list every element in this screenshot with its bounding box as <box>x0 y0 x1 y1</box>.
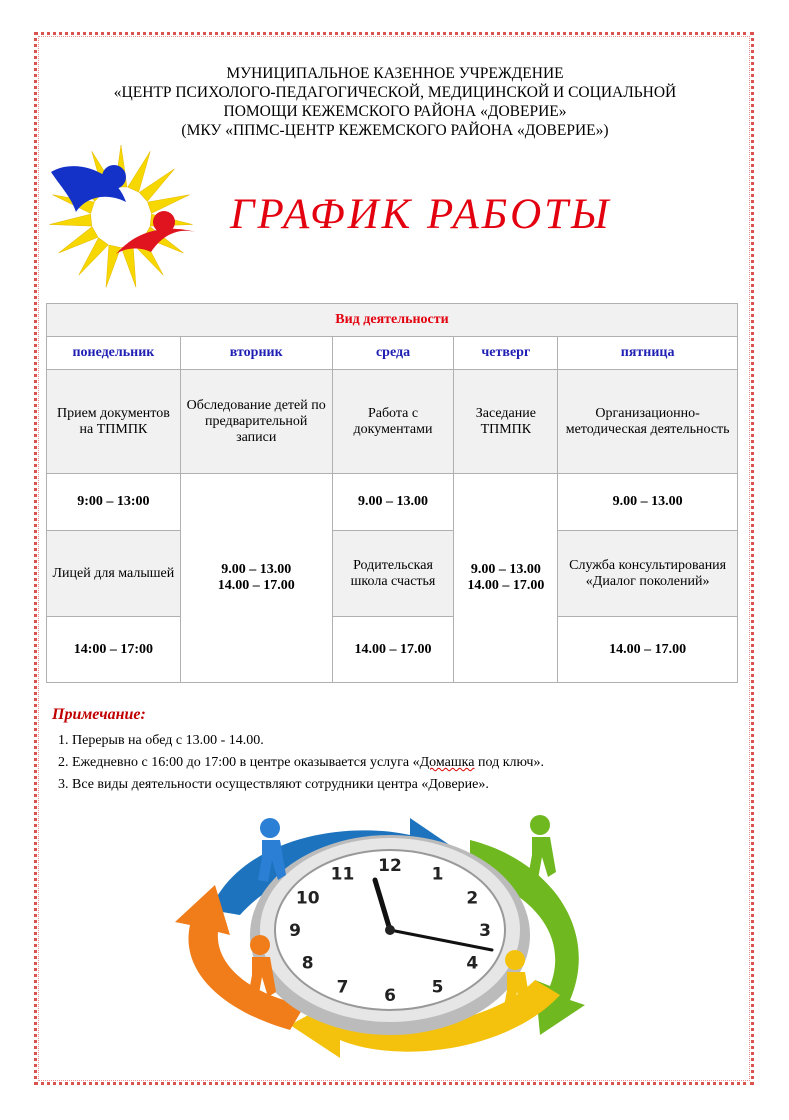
header-line: ПОМОЩИ КЕЖЕМСКОГО РАЙОНА «ДОВЕРИЕ» <box>223 103 567 120</box>
time-cell: 9.00 – 13.00 <box>332 474 454 531</box>
activity-cell: Организационно-методическая деятельность <box>558 370 738 474</box>
time-cell: 9.00 – 13.00 14.00 – 17.00 <box>454 474 558 683</box>
day-header: четверг <box>454 337 558 370</box>
page-title: ГРАФИК РАБОТЫ <box>230 191 612 238</box>
day-header: пятница <box>558 337 738 370</box>
clock-numeral: 5 <box>431 977 444 998</box>
header-line: «ЦЕНТР ПСИХОЛОГО-ПЕДАГОГИЧЕСКОЙ, МЕДИЦИНСКОЙ И СОЦИАЛЬНОЙ <box>113 84 677 101</box>
activity-cell: Служба консультирования «Диалог поколений» <box>558 531 738 617</box>
time-cell: 14.00 – 17.00 <box>332 617 454 683</box>
clock-numeral: 3 <box>479 921 491 941</box>
center-logo <box>46 142 196 292</box>
green-figure <box>528 815 556 879</box>
clock-numeral: 2 <box>466 888 479 909</box>
time-cell: 9.00 – 13.00 <box>558 474 738 531</box>
note-item: 1. Перерыв на обед с 13.00 - 14.00. <box>72 730 732 752</box>
clock-numeral: 9 <box>289 921 301 941</box>
clock-numeral: 7 <box>336 977 349 998</box>
time-cell: 14.00 – 17.00 <box>558 617 738 683</box>
clock-illustration <box>170 800 610 1060</box>
clock-numeral: 4 <box>466 953 479 974</box>
activity-cell: Лицей для малышей <box>47 531 181 617</box>
table-top-header: Вид деятельности <box>47 304 738 337</box>
day-header: среда <box>332 337 454 370</box>
clock-numeral: 8 <box>301 953 314 974</box>
note-item: 2. Ежедневно с 16:00 до 17:00 в центре оказывается услуга «Домашка под ключ». <box>72 752 732 774</box>
time-cell: 9.00 – 13.00 14.00 – 17.00 <box>180 474 332 683</box>
clock-numeral: 12 <box>378 856 402 876</box>
institution-header <box>40 64 750 140</box>
header-line: МУНИЦИПАЛЬНОЕ КАЗЕННОЕ УЧРЕЖДЕНИЕ <box>226 65 564 82</box>
clock-numeral: 6 <box>384 986 396 1006</box>
activity-cell: Родительская школа счастья <box>332 531 454 617</box>
day-header: понедельник <box>47 337 181 370</box>
header-line: (МКУ «ППМС-ЦЕНТР КЕЖЕМСКОГО РАЙОНА «ДОВЕРИЕ») <box>181 122 609 139</box>
schedule-table <box>46 303 738 683</box>
clock-numeral: 10 <box>295 888 320 909</box>
note-item: 3. Все виды деятельности осуществляют сотрудники центра «Доверие». <box>72 774 732 796</box>
clock-numeral: 1 <box>431 864 444 885</box>
note-title: Примечание: <box>52 706 146 723</box>
activity-cell: Работа с документами <box>332 370 454 474</box>
day-header: вторник <box>180 337 332 370</box>
note-section <box>52 706 732 796</box>
activity-cell: Прием документов на ТПМПК <box>47 370 181 474</box>
time-cell: 14:00 – 17:00 <box>47 617 181 683</box>
time-cell: 9:00 – 13:00 <box>47 474 181 531</box>
activity-cell: Обследование детей по предварительной записи <box>180 370 332 474</box>
activity-cell: Заседание ТПМПК <box>454 370 558 474</box>
clock-numeral: 11 <box>330 864 355 885</box>
